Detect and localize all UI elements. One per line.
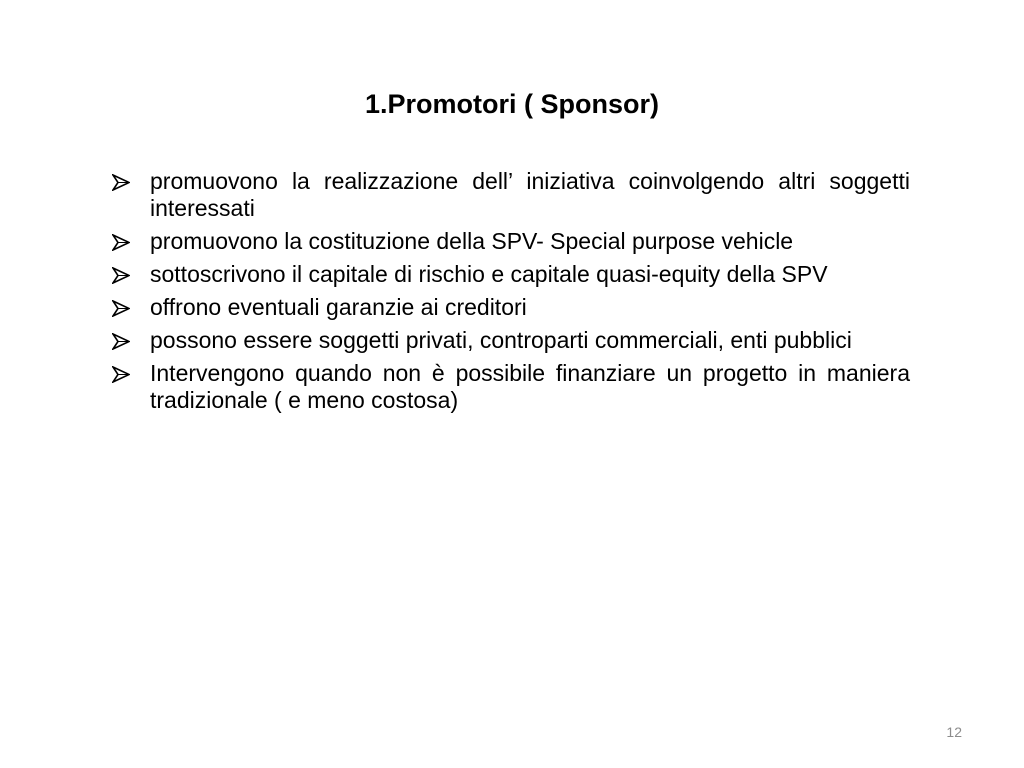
chevron-arrowhead-icon (112, 360, 136, 387)
bullet-text: promuovono la costituzione della SPV- Special purpose vehicle (150, 228, 794, 254)
bullet-text: offrono eventuali garanzie ai creditori (150, 294, 527, 320)
list-item (110, 327, 910, 354)
list-item (110, 360, 910, 414)
page-number: 12 (946, 724, 962, 740)
chevron-arrowhead-icon (112, 228, 136, 255)
bullet-text: Intervengono quando non è possibile finanziare un progetto in maniera tradizionale ( e meno costosa) (150, 360, 910, 413)
bullet-text: promuovono la realizzazione dell’ iniziativa coinvolgendo altri soggetti interessati (150, 168, 910, 221)
chevron-arrowhead-icon (112, 294, 136, 321)
slide-title: 1.Promotori ( Sponsor) (364, 89, 659, 119)
list-item (110, 168, 910, 222)
chevron-arrowhead-icon (112, 261, 136, 288)
chevron-arrowhead-icon (112, 168, 136, 195)
bullet-text: sottoscrivono il capitale di rischio e capitale quasi-equity della SPV (150, 261, 828, 287)
bullet-list (110, 168, 910, 420)
chevron-arrowhead-icon (112, 327, 136, 354)
list-item (110, 228, 910, 255)
list-item (110, 294, 910, 321)
list-item (110, 261, 910, 288)
bullet-text: possono essere soggetti privati, controparti commerciali, enti pubblici (150, 327, 852, 353)
